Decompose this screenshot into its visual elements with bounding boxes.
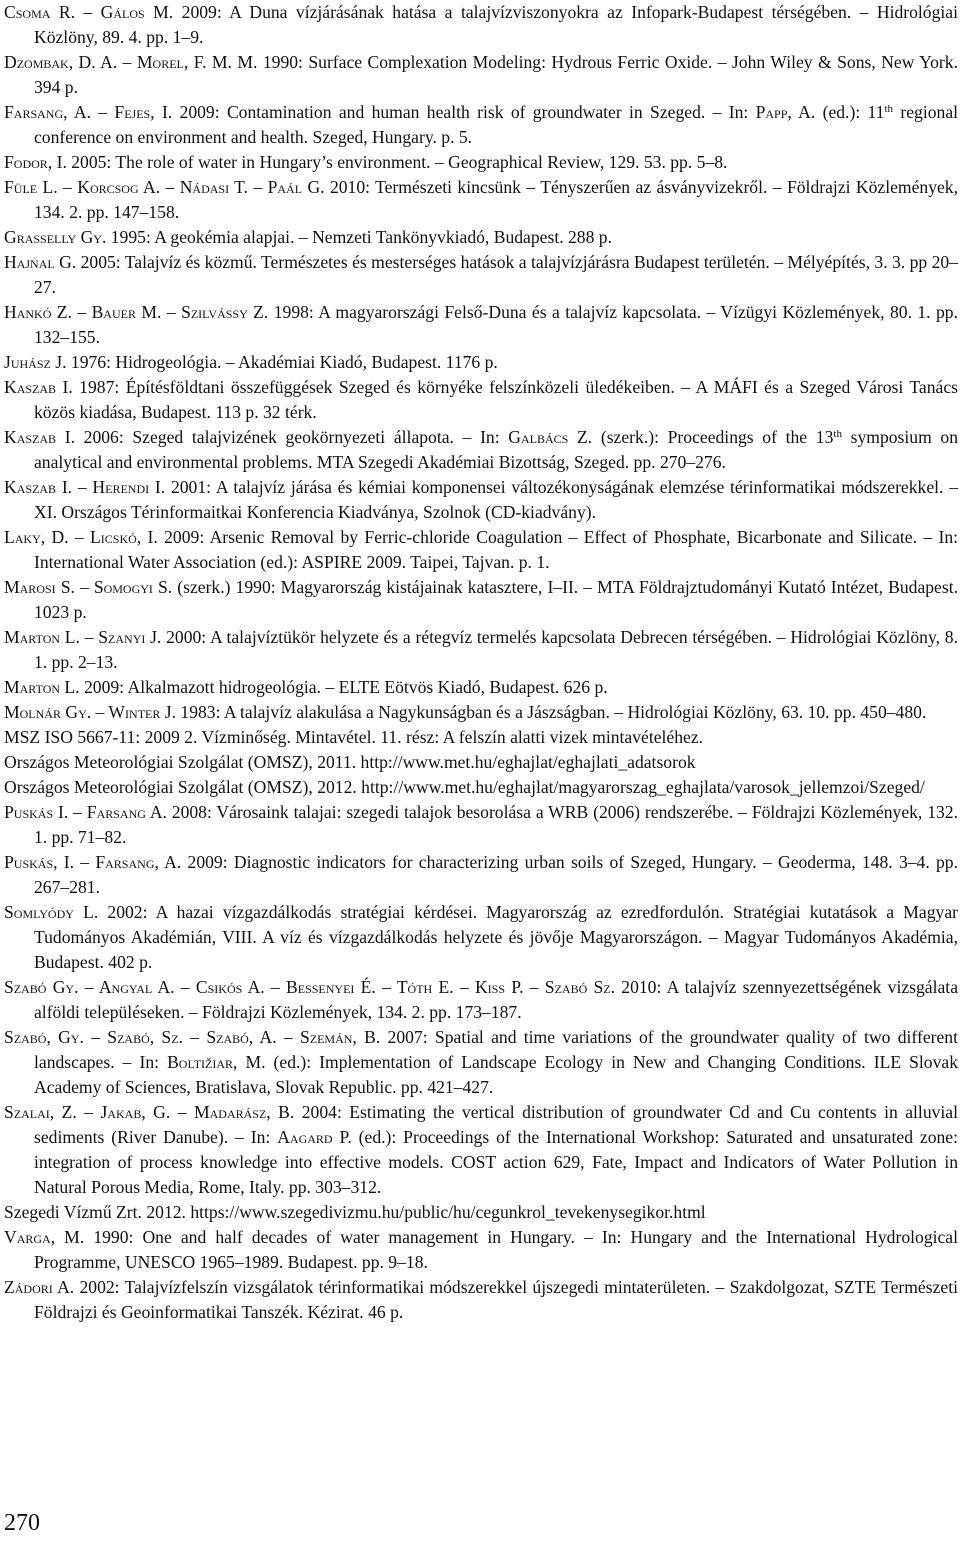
reference-text: 2009: Arsenic Removal by Ferric-chloride Coagulation – Effect of Phosphate, Bicarbonate and Silicate. – In: International Water Association (ed.): ASPIRE 2009. Taipei, Tajvan. p. 1.	[34, 527, 958, 572]
reference-author: Kaszab I.	[4, 377, 73, 397]
reference-entry	[4, 900, 958, 975]
reference-author: Marton L.	[4, 677, 80, 697]
reference-text: 2009: Diagnostic indicators for characterizing urban soils of Szeged, Hungary. – Geoderma, 148. 3–4. pp. 267–281.	[34, 852, 958, 897]
reference-author: Somlyódy L.	[4, 902, 99, 922]
reference-entry	[4, 975, 958, 1025]
reference-text: 2005: The role of water in Hungary’s environment. – Geographical Review, 129. 53. pp. 5–8.	[66, 152, 728, 172]
reference-text: regional conference on environment and health. Szeged, Hungary. p. 5.	[34, 102, 959, 147]
reference-author: Galbács Z.	[508, 427, 593, 447]
reference-author: Aagard P.	[277, 1127, 352, 1147]
reference-entry	[4, 50, 958, 100]
page-number: 270	[4, 1510, 40, 1536]
reference-entry	[4, 525, 958, 575]
reference-text: (ed.): Implementation of Landscape Ecology in New and Changing Conditions. ILE Slovak Academy of Sciences, Bratislava, Slovak Republic. pp. 421–427.	[34, 1052, 959, 1097]
reference-entry	[4, 625, 958, 675]
reference-text: 2000: A talajvíztükör helyzete és a rétegvíz termelés kapcsolata Debrecen térségében. – Hidrológiai Közlöny, 8. 1. pp. 2–13.	[34, 627, 958, 672]
reference-text: Országos Meteorológiai Szolgálat (OMSZ), 2011. http://www.met.hu/eghajlat/eghajlati_adatsorok	[4, 752, 696, 772]
reference-author: Molnár Gy. – Winter J.	[4, 702, 176, 722]
reference-list	[4, 0, 958, 1325]
reference-superscript: th	[833, 428, 842, 440]
reference-entry	[4, 175, 958, 225]
reference-superscript: th	[884, 103, 894, 115]
reference-entry	[4, 1025, 958, 1100]
reference-text: 1983: A talajvíz alakulása a Nagykunságban és a Jászságban. – Hidrológiai Közlöny, 63. 10. pp. 450–480.	[176, 702, 927, 722]
reference-entry	[4, 375, 958, 425]
reference-entry	[4, 150, 958, 175]
reference-entry	[4, 575, 958, 625]
reference-author: Grasselly Gy.	[4, 227, 107, 247]
reference-author: Papp, A.	[755, 102, 816, 122]
reference-entry	[4, 850, 958, 900]
reference-entry	[4, 300, 958, 350]
reference-text: 2009: Contamination and human health risk of groundwater in Szeged. – In:	[172, 102, 756, 122]
reference-entry	[4, 1225, 958, 1275]
reference-author: Farsang, A. – Fejes, I.	[4, 102, 173, 122]
reference-author: Juhász J.	[4, 352, 67, 372]
reference-author: Kaszab I.	[4, 427, 75, 447]
reference-text: 2006: Szeged talajvizének geokörnyezeti állapota. – In:	[74, 427, 509, 447]
reference-author: Puskás I. – Farsang A.	[4, 802, 167, 822]
reference-author: Puskás, I. – Farsang, A.	[4, 852, 182, 872]
reference-text: 1998: A magyarországi Felső-Duna és a talajvíz kapcsolata. – Vízügyi Közlemények, 80. 1. pp. 132–155.	[34, 302, 958, 347]
reference-text: 1990: Surface Complexation Modeling: Hydrous Ferric Oxide. – John Wiley & Sons, New York. 394 p.	[34, 52, 958, 97]
reference-author: Csoma R. – Gálos M.	[4, 2, 174, 22]
reference-text: 2010: A talajvíz szennyezettségének vizsgálata alföldi településeken. – Földrajzi Közlemények, 134. 2. pp. 173–187.	[34, 977, 959, 1022]
reference-entry	[4, 350, 958, 375]
reference-text: 2002: A hazai vízgazdálkodás stratégiai kérdései. Magyarország az ezredfordulón. Stratégiai kutatások a Magyar Tudományos Akadémián, VIII. A víz és vízgazdálkodás helyzete és jövője Magyarországon. – Magyar Tudományos Akadémia, Budapest. 402 p.	[34, 902, 958, 972]
reference-entry	[4, 775, 958, 800]
reference-author: Hankó Z. – Bauer M. – Szilvássy Z.	[4, 302, 269, 322]
reference-entry	[4, 425, 958, 475]
reference-text: MSZ ISO 5667-11: 2009 2. Vízminőség. Mintavétel. 11. rész: A felszín alatti vizek mintavételéhez.	[4, 727, 704, 747]
reference-text: 1995: A geokémia alapjai. – Nemzeti Tankönyvkiadó, Budapest. 288 p.	[106, 227, 612, 247]
reference-author: Boltižiar, M.	[167, 1052, 266, 1072]
reference-entry	[4, 250, 958, 300]
reference-author: Kaszab I. – Herendi I.	[4, 477, 166, 497]
reference-entry	[4, 675, 958, 700]
reference-entry	[4, 1200, 958, 1225]
reference-text: (ed.): 11	[815, 102, 885, 122]
reference-author: Szabó, Gy. – Szabó, Sz. – Szabó, A. – Szemán, B.	[4, 1027, 381, 1047]
reference-author: Laky, D. – Licskó, I.	[4, 527, 158, 547]
reference-text: Szegedi Vízmű Zrt. 2012. https://www.szegedivizmu.hu/public/hu/cegunkrol_tevekenysegikor.html	[4, 1202, 706, 1222]
reference-entry	[4, 800, 958, 850]
reference-text: 2007: Spatial and time variations of the groundwater quality of two different landscapes. – In:	[34, 1027, 958, 1072]
reference-author: Füle L. – Korcsog A. – Nádasi T. – Paál G.	[4, 177, 325, 197]
reference-author: Fodor, I.	[4, 152, 67, 172]
reference-author: Szabó Gy. – Angyal A. – Csikós A. – Bessenyei É. – Tóth E. – Kiss P. – Szabó Sz.	[4, 977, 616, 997]
reference-author: Zádori A.	[4, 1277, 75, 1297]
reference-entry	[4, 1275, 958, 1325]
reference-author: Marosi S. – Somogyi S.	[4, 577, 173, 597]
reference-text: (ed.): Proceedings of the International Workshop: Saturated and unsaturated zone: integration of process knowledge into effective models. COST action 629, Fate, Impact and Indicators of Water Pollution in Natural Porous Media, Rome, Italy. pp. 303–312.	[34, 1127, 958, 1197]
reference-text: 2001: A talajvíz járása és kémiai komponensei változékonyságának elemzése térinformatikai módszerekkel. – XI. Országos Térinformaitkai Konferencia Kiadványa, Szolnok (CD-kiadvány).	[34, 477, 958, 522]
reference-text: 2002: Talajvízfelszín vizsgálatok térinformatikai módszerekkel újszegedi mintaterületen. – Szakdolgozat, SZTE Természeti Földrajzi és Geoinformatikai Tanszék. Kézirat. 46 p.	[34, 1277, 958, 1322]
reference-entry	[4, 475, 958, 525]
reference-entry	[4, 0, 958, 50]
reference-text: (szerk.): Proceedings of the 13	[592, 427, 834, 447]
reference-text: 2004: Estimating the vertical distribution of groundwater Cd and Cu contents in alluvial sediments (River Danube). – In:	[34, 1102, 958, 1147]
reference-text: symposium on analytical and environmental problems. MTA Szegedi Akadémiai Bizottság, Szeged. pp. 270–276.	[34, 427, 959, 472]
reference-text: 1987: Építésföldtani összefüggések Szeged és környéke felszínközeli üledékeiben. – A MÁFI és a Szeged Városi Tanács közös kiadása, Budapest. 113 p. 32 térk.	[34, 377, 959, 422]
reference-entry	[4, 700, 958, 725]
reference-text: 2008: Városaink talajai: szegedi talajok besorolása a WRB (2006) rendszerébe. – Földrajzi Közlemények, 132. 1. pp. 71–82.	[34, 802, 958, 847]
reference-entry	[4, 725, 958, 750]
reference-text: 2005: Talajvíz és közmű. Természetes és mesterséges hatások a talajvízjárásra Budapest területén. – Mélyépítés, 3. 3. pp 20–27.	[34, 252, 958, 297]
reference-author: Marton L. – Szanyi J.	[4, 627, 162, 647]
reference-entry	[4, 1100, 958, 1200]
reference-entry	[4, 100, 958, 150]
reference-text: 2009: A Duna vízjárásának hatása a talajvízviszonyokra az Infopark-Budapest térségében. – Hidrológiai Közlöny, 89. 4. pp. 1–9.	[34, 2, 958, 47]
reference-author: Hajnal G.	[4, 252, 77, 272]
reference-author: Szalai, Z. – Jakab, G. – Madarász, B.	[4, 1102, 295, 1122]
reference-text: 1990: One and half decades of water management in Hungary. – In: Hungary and the International Hydrological Programme, UNESCO 1965–1989. Budapest. pp. 9–18.	[34, 1227, 959, 1272]
reference-text: 1976: Hidrogeológia. – Akadémiai Kiadó, Budapest. 1176 p.	[66, 352, 498, 372]
reference-author: Dzombak, D. A. – Morel, F. M. M.	[4, 52, 258, 72]
reference-text: 2010: Természeti kincsünk – Tényszerűen az ásványvizekről. – Földrajzi Közlemények, 134. 2. pp. 147–158.	[34, 177, 958, 222]
reference-author: Varga, M.	[4, 1227, 85, 1247]
reference-text: 2009: Alkalmazott hidrogeológia. – ELTE Eötvös Kiadó, Budapest. 626 p.	[79, 677, 608, 697]
reference-text: (szerk.) 1990: Magyarország kistájainak katasztere, I–II. – MTA Földrajztudományi Kutató Intézet, Budapest. 1023 p.	[34, 577, 958, 622]
reference-text: Országos Meteorológiai Szolgálat (OMSZ), 2012. http://www.met.hu/eghajlat/magyarorszag_eghajlata/varosok_jellemzoi/Szeged/	[4, 777, 925, 797]
reference-entry	[4, 225, 958, 250]
reference-entry	[4, 750, 958, 775]
